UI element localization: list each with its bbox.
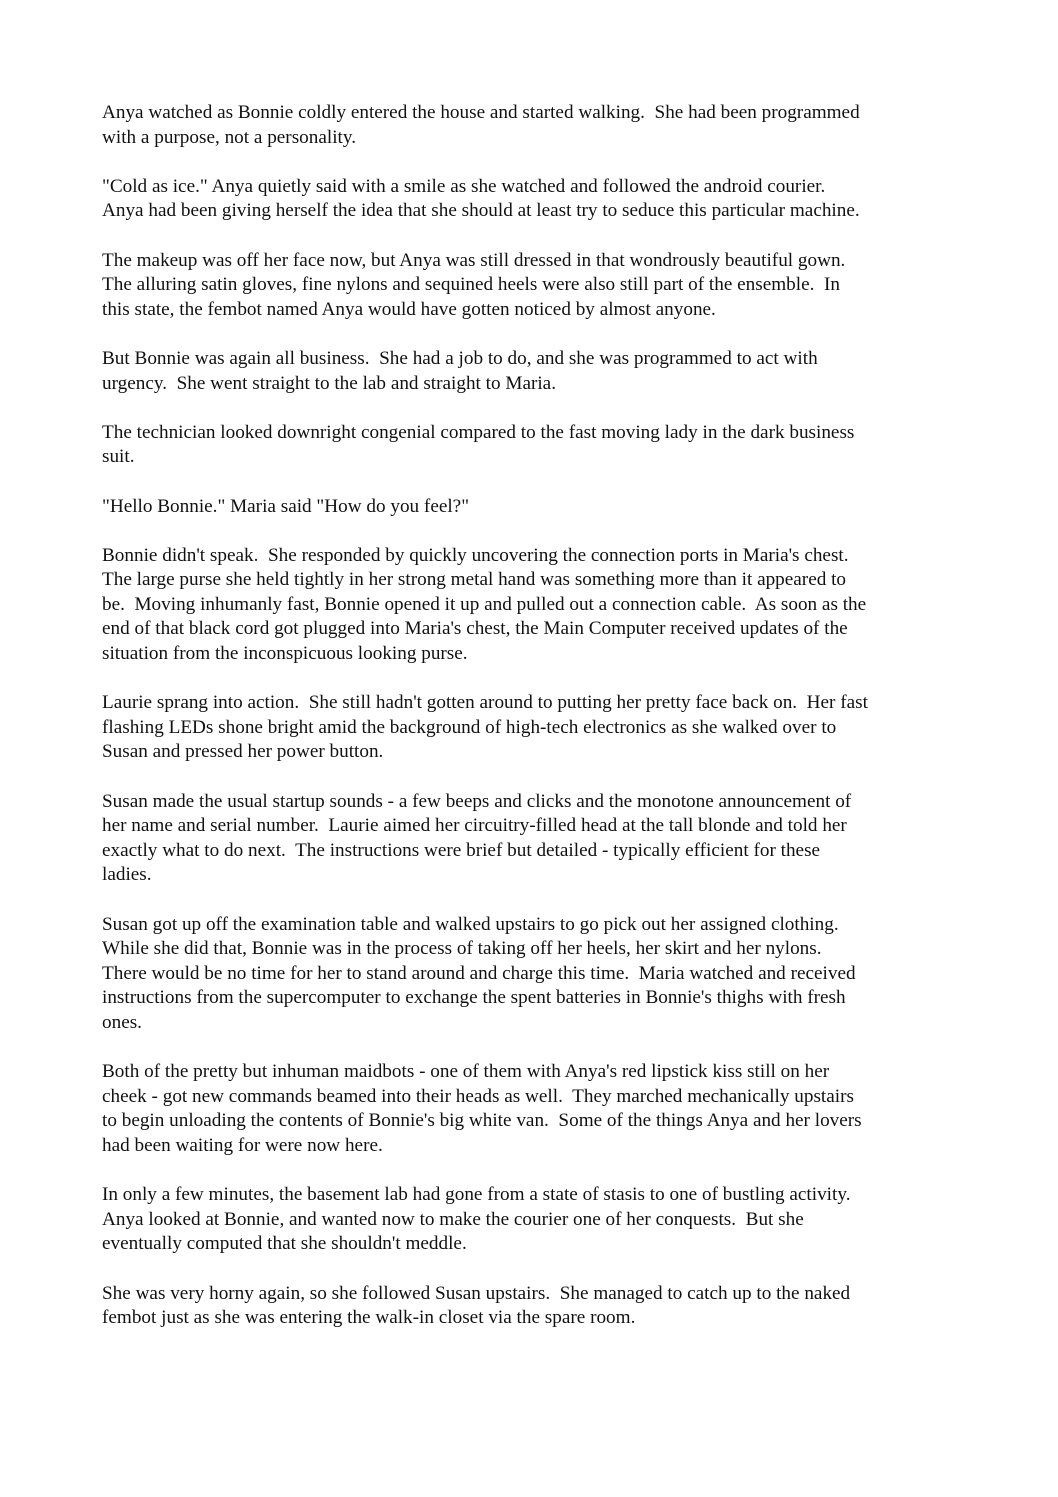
paragraph: "Cold as ice." Anya quietly said with a smile as she watched and followed the android courier. Anya had been giving herself the idea that she should at least try to seduce this particular machine. xyxy=(102,175,860,222)
paragraph: The makeup was off her face now, but Anya was still dressed in that wondrously beautiful gown. The alluring satin gloves, fine nylons and sequined heels were also still part of the ensemble. In this state, the fembot named Anya would have gotten noticed by almost anyone. xyxy=(102,249,846,320)
paragraph: Susan made the usual startup sounds - a few beeps and clicks and the monotone announcement of her name and serial number. Laurie aimed her circuitry-filled head at the tall blonde and told her exactly what to do next. The instructions were brief but detailed - typically efficient for these ladies. xyxy=(102,790,852,886)
paragraph: The technician looked downright congenial compared to the fast moving lady in the dark business suit. xyxy=(102,421,855,468)
paragraph: Laurie sprang into action. She still hadn't gotten around to putting her pretty face back on. Her fast flashing LEDs shone bright amid the background of high-tech electronics as she walked over to Susan and pressed her power button. xyxy=(102,692,868,763)
paragraph: In only a few minutes, the basement lab had gone from a state of stasis to one of bustling activity. Anya looked at Bonnie, and wanted now to make the courier one of her conquests. But she eventually computed that she shouldn't meddle. xyxy=(102,1184,851,1255)
paragraph: But Bonnie was again all business. She had a job to do, and she was programmed to act with urgency. She went straight to the lab and straight to Maria. xyxy=(102,347,818,394)
paragraph: Susan got up off the examination table and walked upstairs to go pick out her assigned clothing. While she did that, Bonnie was in the process of taking off her heels, her skirt and her nylons. There would be no time for her to stand around and charge this time. Maria watched and received instructions from the supercomputer to exchange the spent batteries in Bonnie's thighs with fresh ones. xyxy=(102,913,856,1033)
paragraph: Both of the pretty but inhuman maidbots - one of them with Anya's red lipstick kiss still on her cheek - got new commands beamed into their heads as well. They marched mechanically upstairs to begin unloading the contents of Bonnie's big white van. Some of the things Anya and her lovers had been waiting for were now here. xyxy=(102,1061,862,1156)
paragraph: She was very horny again, so she followed Susan upstairs. She managed to catch up to the naked fembot just as she was entering the walk-in closet via the spare room. xyxy=(102,1282,851,1329)
paragraph: "Hello Bonnie." Maria said "How do you feel?" xyxy=(102,495,470,517)
paragraph: Anya watched as Bonnie coldly entered the house and started walking. She had been programmed with a purpose, not a personality. xyxy=(102,102,860,148)
paragraph: Bonnie didn't speak. She responded by quickly uncovering the connection ports in Maria's chest. The large purse she held tightly in her strong metal hand was something more than it appeared to be. Moving inhumanly fast, Bonnie opened it up and pulled out a connection cable. As soon as the end of that black cord got plugged into Maria's chest, the Main Computer received updates of the situation from the inconspicuous looking purse. xyxy=(102,544,867,665)
document-body xyxy=(102,101,962,1331)
